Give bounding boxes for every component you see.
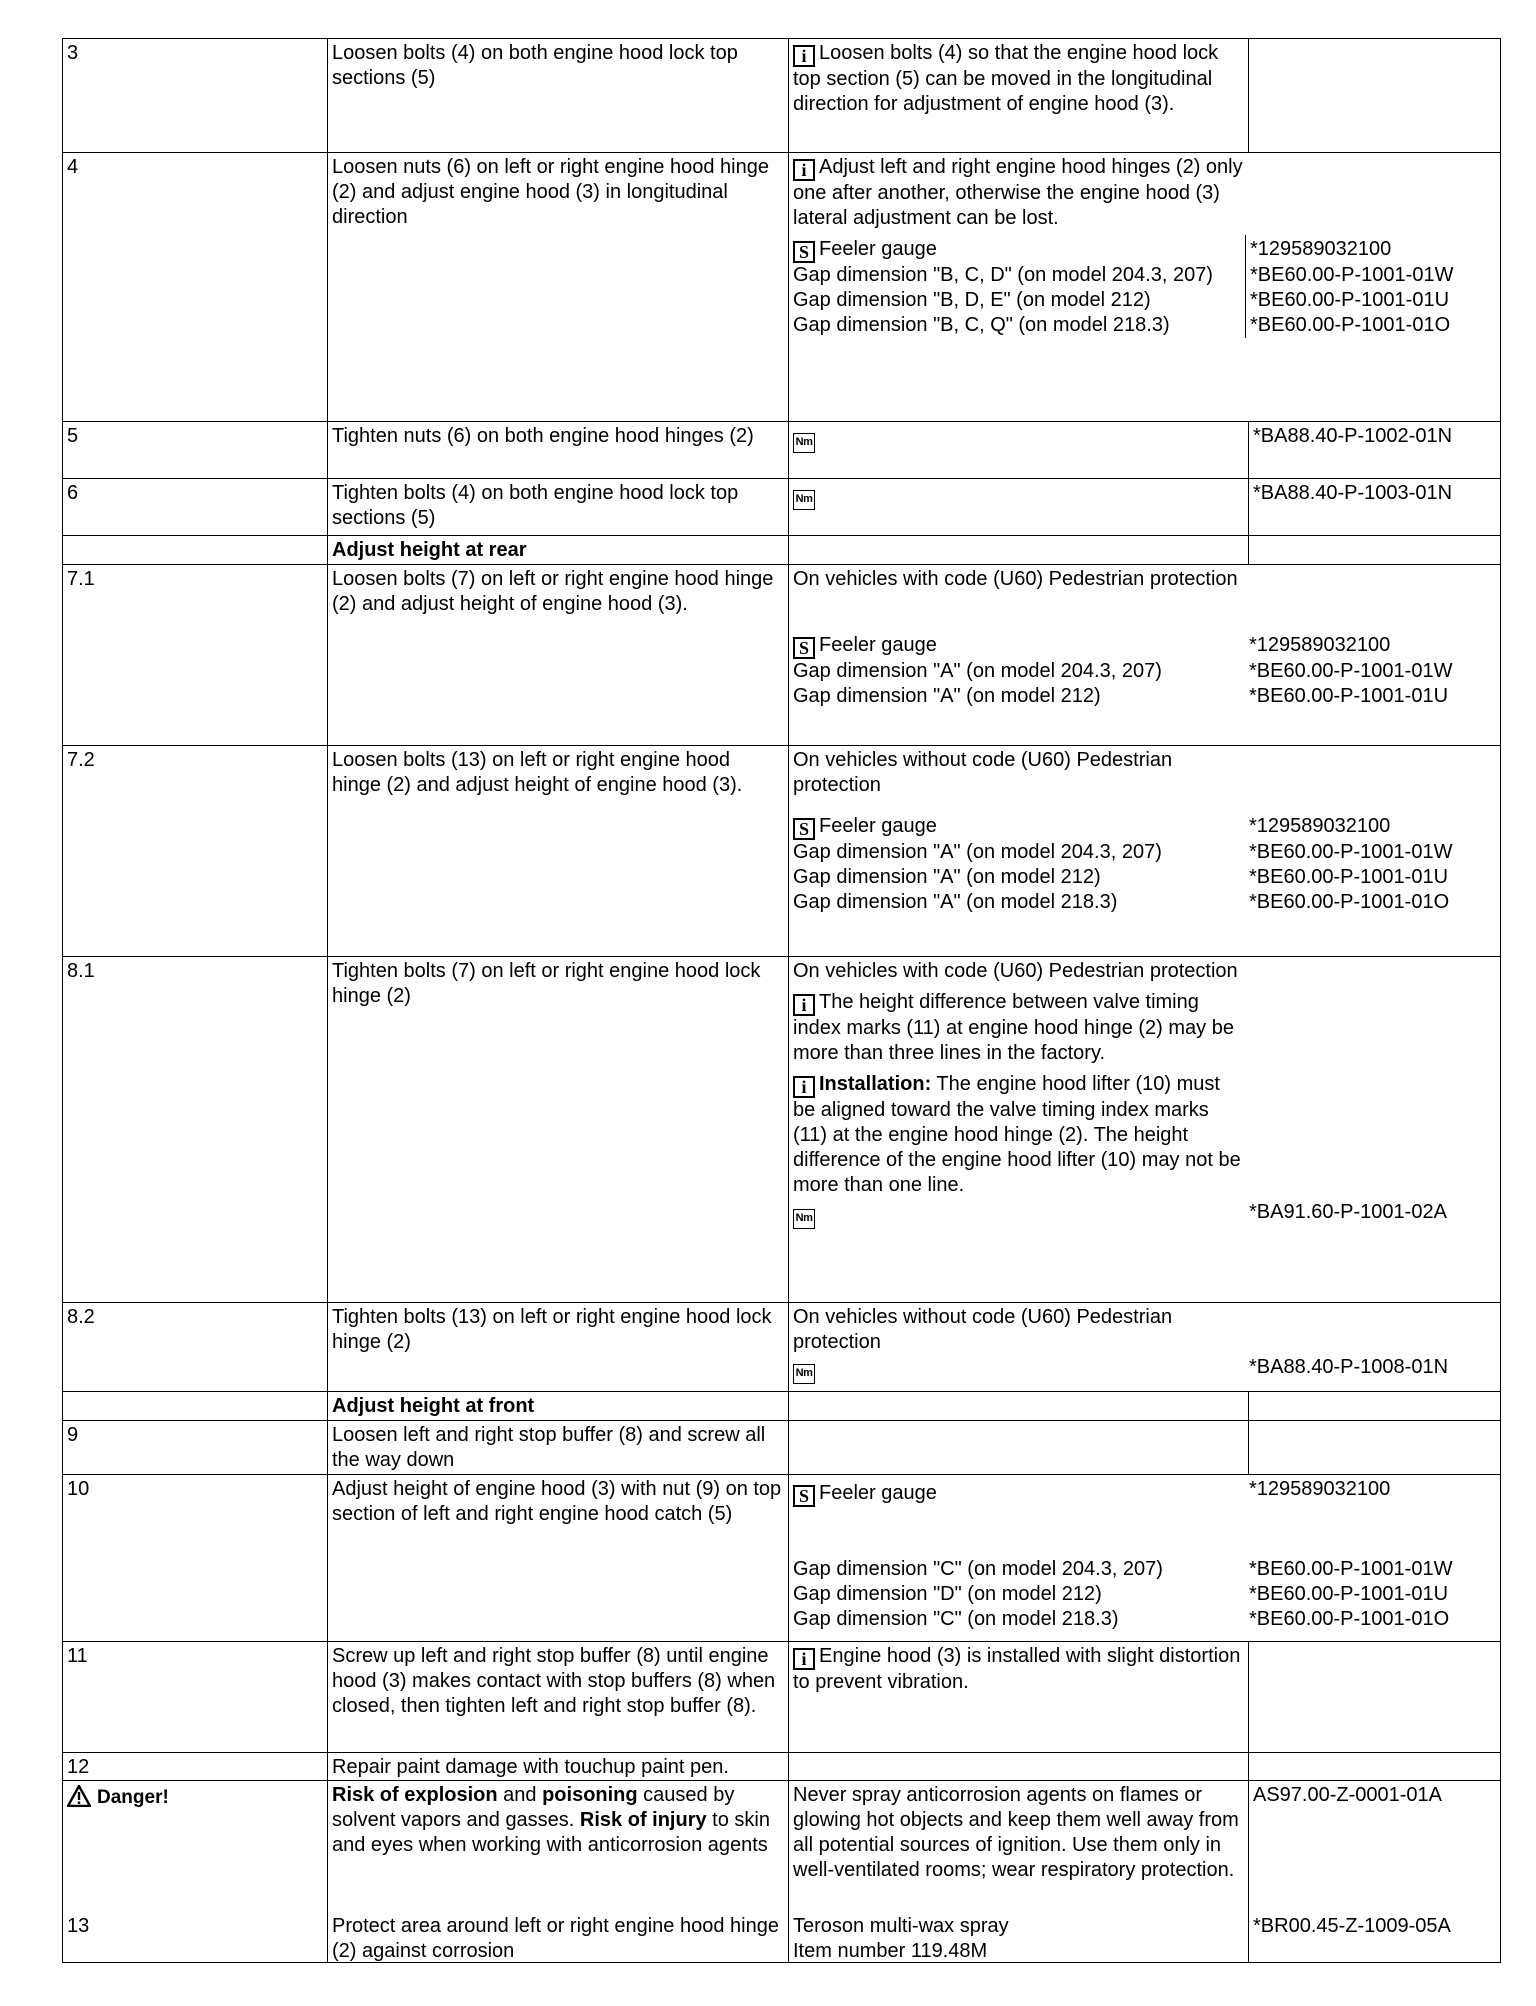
reference-code: *BE60.00-P-1001-01U (1249, 685, 1449, 707)
gap-label: Gap dimension "C" (on model 204.3, 207) (793, 1558, 1163, 1580)
step-action: Adjust height of engine hood (3) with nut (9) on top section of left and right engine hood catch (5) (327, 1475, 788, 1641)
info-icon: i (793, 994, 815, 1016)
step-action: Loosen nuts (6) on left or right engine hood hinge (2) and adjust engine hood (3) in longitudinal direction (327, 153, 788, 421)
reference-code: *BA88.40-P-1003-01N (1248, 479, 1500, 535)
table-row (63, 1302, 1500, 1391)
gap-entry (793, 1582, 1500, 1607)
reference-code: *BE60.00-P-1001-01O (1245, 313, 1498, 338)
reference-code: *BE60.00-P-1001-01O (1249, 1608, 1450, 1630)
reference-code: *BE60.00-P-1001-01W (1245, 263, 1498, 288)
reference-code: *BE60.00-P-1001-01U (1249, 866, 1449, 888)
step-action: Tighten bolts (4) on both engine hood lock top sections (5) (327, 479, 788, 535)
table-row (63, 421, 1500, 478)
section-heading: Adjust height at front (327, 1392, 788, 1420)
step-number: 11 (67, 1645, 88, 1667)
tool-entry (793, 1477, 1500, 1557)
gap-label: Gap dimension "A" (on model 204.3, 207) (793, 660, 1162, 682)
gap-label: Gap dimension "C" (on model 218.3) (793, 1608, 1119, 1630)
tool-entry (793, 814, 1500, 840)
info-icon: i (793, 159, 815, 181)
info-icon: i (793, 45, 815, 67)
warning-triangle-icon (67, 1785, 91, 1814)
info-icon: i (793, 1076, 815, 1098)
step-action: Protect area around left or right engine hood hinge (2) against corrosion (332, 1915, 779, 1962)
reference-code: *BR00.45-Z-1009-05A (1253, 1915, 1451, 1937)
table-row (63, 745, 1500, 956)
step-notes (788, 1303, 1500, 1391)
tool-icon: S (793, 818, 815, 840)
gap-label: Gap dimension "A" (on model 204.3, 207) (793, 841, 1162, 863)
step-action: Loosen bolts (4) on both engine hood lock top sections (5) (327, 39, 788, 152)
step-action: Tighten nuts (6) on both engine hood hinges (2) (327, 422, 788, 478)
step-number: 3 (67, 42, 79, 64)
gap-label: Gap dimension "A" (on model 218.3) (793, 891, 1118, 913)
table-row (63, 1752, 1500, 1780)
torque-icon: Nm (793, 1209, 815, 1229)
step-number: 7.1 (67, 568, 95, 590)
tool-label: Feeler gauge (819, 815, 937, 837)
gap-entry (793, 313, 1500, 338)
step-notes (788, 957, 1500, 1302)
step-notes (788, 153, 1500, 421)
step-reference (1248, 39, 1500, 152)
step-notes (788, 1642, 1248, 1752)
reference-code: *129589032100 (1245, 235, 1498, 263)
info-note: Engine hood (3) is installed with slight distortion to prevent vibration. (793, 1645, 1241, 1693)
reference-code: *BA88.40-P-1008-01N (1249, 1356, 1449, 1378)
section-heading-row (63, 535, 1500, 564)
gap-entry (793, 840, 1500, 865)
reference-code: *BA88.40-P-1002-01N (1248, 422, 1500, 478)
tool-label: Feeler gauge (819, 634, 937, 656)
condition-text: On vehicles with code (U60) Pedestrian protection (793, 960, 1238, 982)
danger-label: Danger! (97, 1787, 169, 1808)
torque-icon: Nm (793, 490, 815, 510)
table-row (63, 1474, 1500, 1641)
tool-icon: S (793, 241, 815, 263)
reference-code: *BE60.00-P-1001-01O (1249, 891, 1450, 913)
step-notes (788, 422, 1248, 478)
step-action: Loosen bolts (7) on left or right engine hood hinge (2) and adjust height of engine hood (3). (327, 565, 788, 745)
info-note: Adjust left and right engine hood hinges (2) only one after another, otherwise the engine hood (3) lateral adjustment can be lost. (793, 156, 1243, 229)
product-name: Teroson multi-wax spray (793, 1915, 1009, 1937)
gap-entry (793, 288, 1500, 313)
table-row (63, 564, 1500, 745)
tool-icon: S (793, 637, 815, 659)
section-heading-row (63, 1391, 1500, 1420)
reference-code: *129589032100 (1249, 815, 1391, 837)
reference-code: AS97.00-Z-0001-01A (1253, 1784, 1443, 1806)
step-action: Loosen left and right stop buffer (8) and screw all the way down (327, 1421, 788, 1474)
gap-label: Gap dimension "B, C, D" (on model 204.3, 207) (793, 264, 1213, 286)
torque-icon: Nm (793, 1364, 815, 1384)
gap-entry (793, 865, 1500, 890)
step-notes (788, 746, 1500, 956)
condition-text: On vehicles with code (U60) Pedestrian protection (793, 568, 1238, 590)
step-action: Tighten bolts (7) on left or right engine hood lock hinge (2) (327, 957, 788, 1302)
danger-block (63, 1780, 1500, 1962)
step-action: Repair paint damage with touchup paint pen. (327, 1753, 788, 1780)
condition-text: On vehicles without code (U60) Pedestrian protection (793, 1306, 1173, 1353)
gap-entry (793, 659, 1500, 684)
step-notes (788, 479, 1248, 535)
danger-label-wrap (67, 1783, 323, 1814)
tool-label: Feeler gauge (819, 1482, 937, 1504)
torque-icon: Nm (793, 433, 815, 453)
tool-entry (793, 633, 1500, 659)
gap-label: Gap dimension "A" (on model 212) (793, 866, 1101, 888)
info-note: The engine hood lifter (10) must be aligned toward the valve timing index marks (11) at the engine hood hinge (2). The height difference of the engine hood lifter (10) may not be more than one line. (793, 1073, 1241, 1196)
reference-code: *129589032100 (1249, 634, 1391, 656)
info-icon: i (793, 1648, 815, 1670)
step-number: 7.2 (67, 749, 95, 771)
danger-note: Never spray anticorrosion agents on flames or glowing hot objects and keep them well away from all potential sources of ignition. Use them only in well-ventilated rooms; wear respiratory protection. (793, 1784, 1239, 1881)
danger-text: Risk of explosion and poisoning caused by solvent vapors and gasses. Risk of injury to skin and eyes when working with anticorrosion agents (332, 1784, 770, 1856)
reference-code: *BE60.00-P-1001-01U (1249, 1583, 1449, 1605)
table-row (63, 478, 1500, 535)
gap-entry (793, 263, 1500, 288)
procedure-table (62, 38, 1501, 1963)
reference-code: *129589032100 (1249, 1478, 1391, 1500)
step-notes (788, 39, 1248, 152)
step-number: 12 (67, 1756, 90, 1778)
installation-label: Installation: (819, 1073, 932, 1095)
table-row (63, 1641, 1500, 1752)
condition-text: On vehicles without code (U60) Pedestrian protection (793, 749, 1173, 796)
step-number: 10 (67, 1478, 90, 1500)
gap-entry (793, 1607, 1500, 1632)
step-notes (788, 1475, 1500, 1641)
table-row (63, 152, 1500, 421)
gap-label: Gap dimension "A" (on model 212) (793, 685, 1101, 707)
gap-label: Gap dimension "B, D, E" (on model 212) (793, 289, 1151, 311)
product-item-number: Item number 119.48M (793, 1940, 988, 1962)
tool-label: Feeler gauge (819, 238, 937, 260)
reference-code: *BE60.00-P-1001-01W (1249, 1558, 1453, 1580)
table-row (63, 956, 1500, 1302)
tool-icon: S (793, 1485, 815, 1507)
info-note: The height difference between valve timing index marks (11) at engine hood hinge (2) may be more than three lines in the factory. (793, 991, 1234, 1064)
step-number: 4 (67, 156, 79, 178)
table-row (63, 1420, 1500, 1474)
reference-code: *BE60.00-P-1001-01W (1249, 841, 1453, 863)
step-action: Loosen bolts (13) on left or right engine hood hinge (2) and adjust height of engine hood (3). (327, 746, 788, 956)
product-info (793, 1914, 1244, 1964)
table-row (63, 39, 1500, 152)
step-number: 5 (67, 425, 79, 447)
torque-entry (793, 1355, 1500, 1384)
reference-code: *BA91.60-P-1001-02A (1249, 1201, 1447, 1223)
gap-entry (793, 1557, 1500, 1582)
step-notes (788, 565, 1500, 745)
torque-entry (793, 1200, 1500, 1229)
step-number: 8.2 (67, 1306, 95, 1328)
gap-entry (793, 890, 1500, 915)
step-number: 6 (67, 482, 79, 504)
step-number: 13 (67, 1915, 90, 1937)
step-action: Screw up left and right stop buffer (8) until engine hood (3) makes contact with stop buffers (8) when closed, then tighten left and right stop buffer (8). (327, 1642, 788, 1752)
gap-label: Gap dimension "D" (on model 212) (793, 1583, 1102, 1605)
gap-entry (793, 684, 1500, 709)
gap-label: Gap dimension "B, C, Q" (on model 218.3) (793, 314, 1170, 336)
info-note: Loosen bolts (4) so that the engine hood lock top section (5) can be moved in the longitudinal direction for adjustment of engine hood (3). (793, 42, 1219, 115)
step-number: 9 (67, 1424, 79, 1446)
step-number: 8.1 (67, 960, 95, 982)
step-action: Tighten bolts (13) on left or right engine hood lock hinge (2) (327, 1303, 788, 1391)
tool-entry (793, 237, 1500, 263)
section-heading: Adjust height at rear (327, 536, 788, 564)
reference-code: *BE60.00-P-1001-01W (1249, 660, 1453, 682)
reference-code: *BE60.00-P-1001-01U (1245, 288, 1498, 313)
